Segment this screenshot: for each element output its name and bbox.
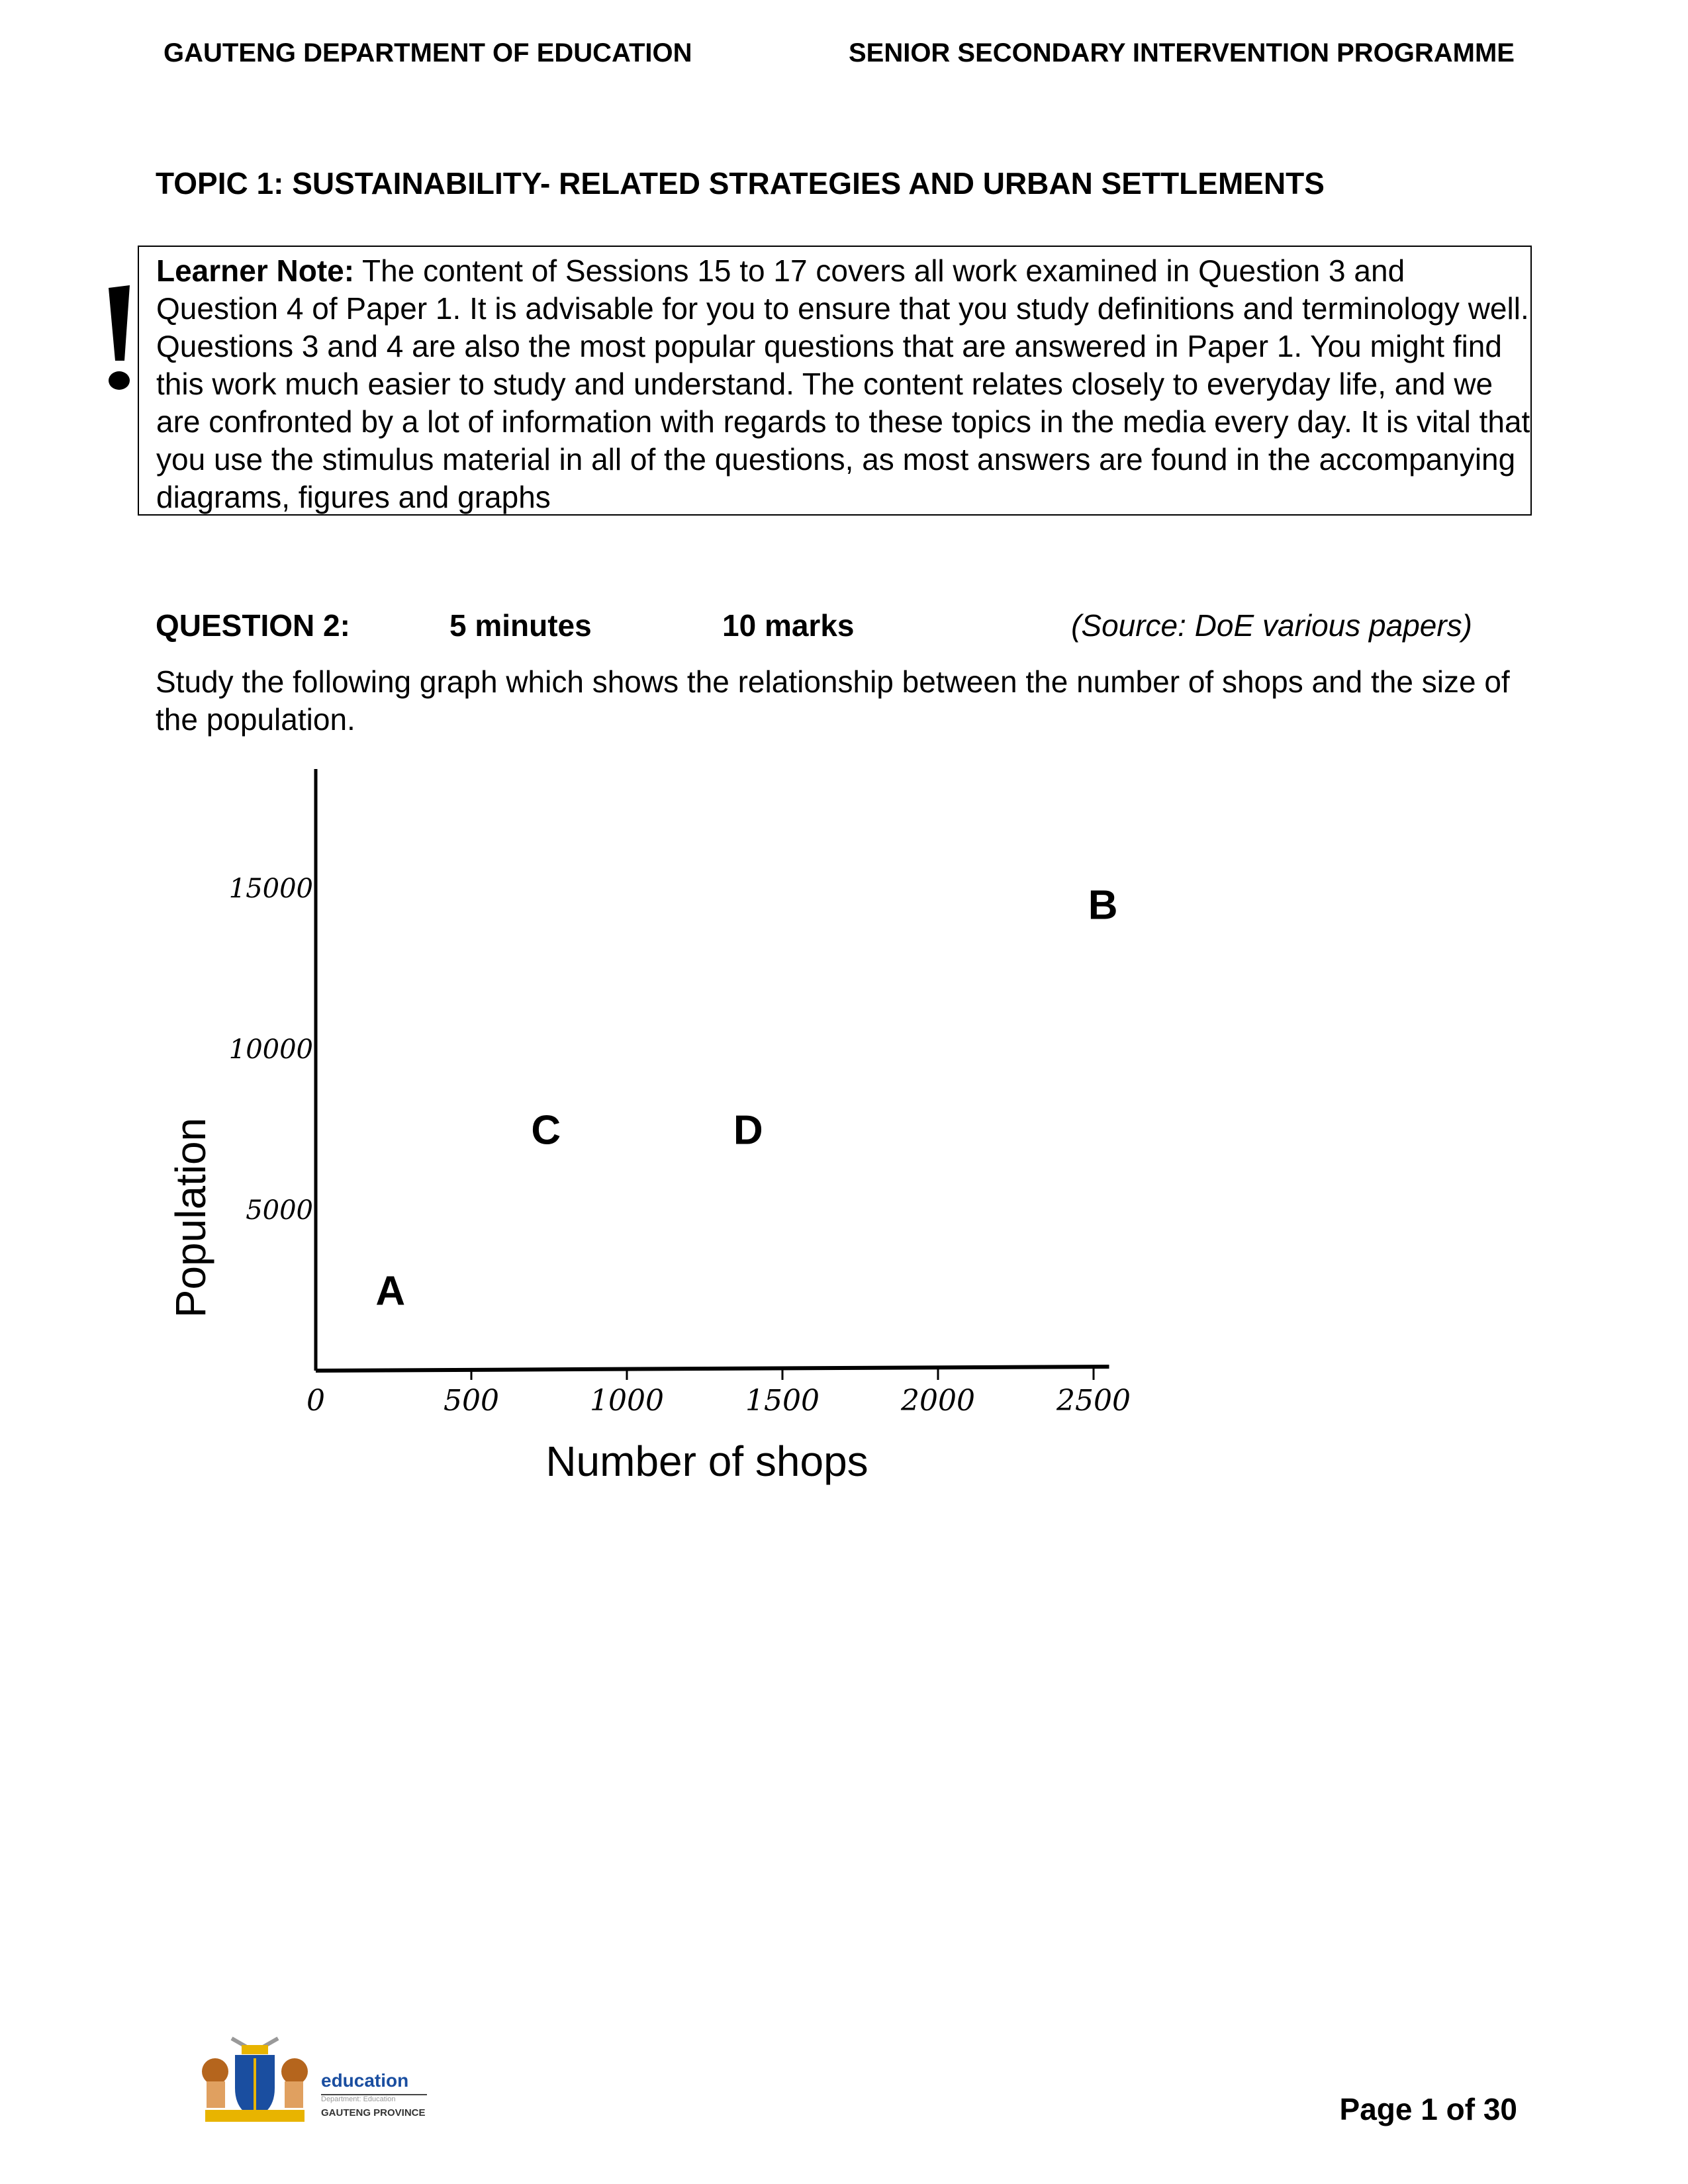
y-axis-label: Population [167,1117,214,1318]
y-tick-label: 15000 [228,874,313,904]
page-number: Page 1 of 30 [1339,2092,1517,2126]
x-axis-line [316,1367,1109,1371]
y-tick-label: 5000 [246,1195,313,1226]
learner-note-box [138,246,1532,516]
question-time: 5 minutes [449,608,592,643]
logo-title: education [321,2070,409,2091]
point-label-b: B [1088,882,1118,929]
header-department: GAUTENG DEPARTMENT OF EDUCATION [164,38,692,68]
logo-subtitle: Department: Education [321,2094,427,2103]
question-instruction: Study the following graph which shows the relationship between the number of shops and the size of the population. [156,664,1510,737]
x-tick-label: 500 [444,1384,499,1418]
point-label-c: C [531,1107,561,1154]
question-number: QUESTION 2: [156,608,350,643]
x-tick-label: 2000 [901,1384,975,1418]
coat-of-arms-icon [192,2025,318,2131]
question-source: (Source: DoE various papers) [1071,608,1472,643]
x-axis-label: Number of shops [545,1437,868,1485]
y-tick-label: 10000 [228,1034,313,1065]
exclamation-icon [99,281,139,400]
logo-province: GAUTENG PROVINCE [321,2107,426,2118]
header-programme: SENIOR SECONDARY INTERVENTION PROGRAMME [848,38,1515,68]
x-tick-label: 0 [306,1384,325,1418]
question-marks: 10 marks [722,608,855,643]
x-tick-label: 2500 [1056,1384,1131,1418]
learner-note-text: The content of Sessions 15 to 17 covers all work examined in Question 3 and Question 4 of Paper 1. It is advisable for you to ensure that you study definitions and terminology well. Questions 3 and 4 are also the most popular questions that are answered in Paper 1. You might find this work much easier to study and understand. The content relates closely to everyday life, and we are confronted by a lot of information with regards to these topics in the media every day. It is vital that you use the stimulus material in all of the questions, as most answers are found in the accompanying diagrams, figures and graphs [156,253,1530,514]
topic-heading: TOPIC 1: SUSTAINABILITY- RELATED STRATEGIES AND URBAN SETTLEMENTS [156,166,1325,201]
point-label-d: D [733,1107,763,1154]
gauteng-education-logo [192,2025,430,2131]
x-tick-label: 1000 [590,1384,664,1418]
scatter-chart [132,754,1192,1509]
x-tick-label: 1500 [745,1384,820,1418]
learner-note-label: Learner Note: [156,253,355,288]
point-label-a: A [375,1268,406,1314]
